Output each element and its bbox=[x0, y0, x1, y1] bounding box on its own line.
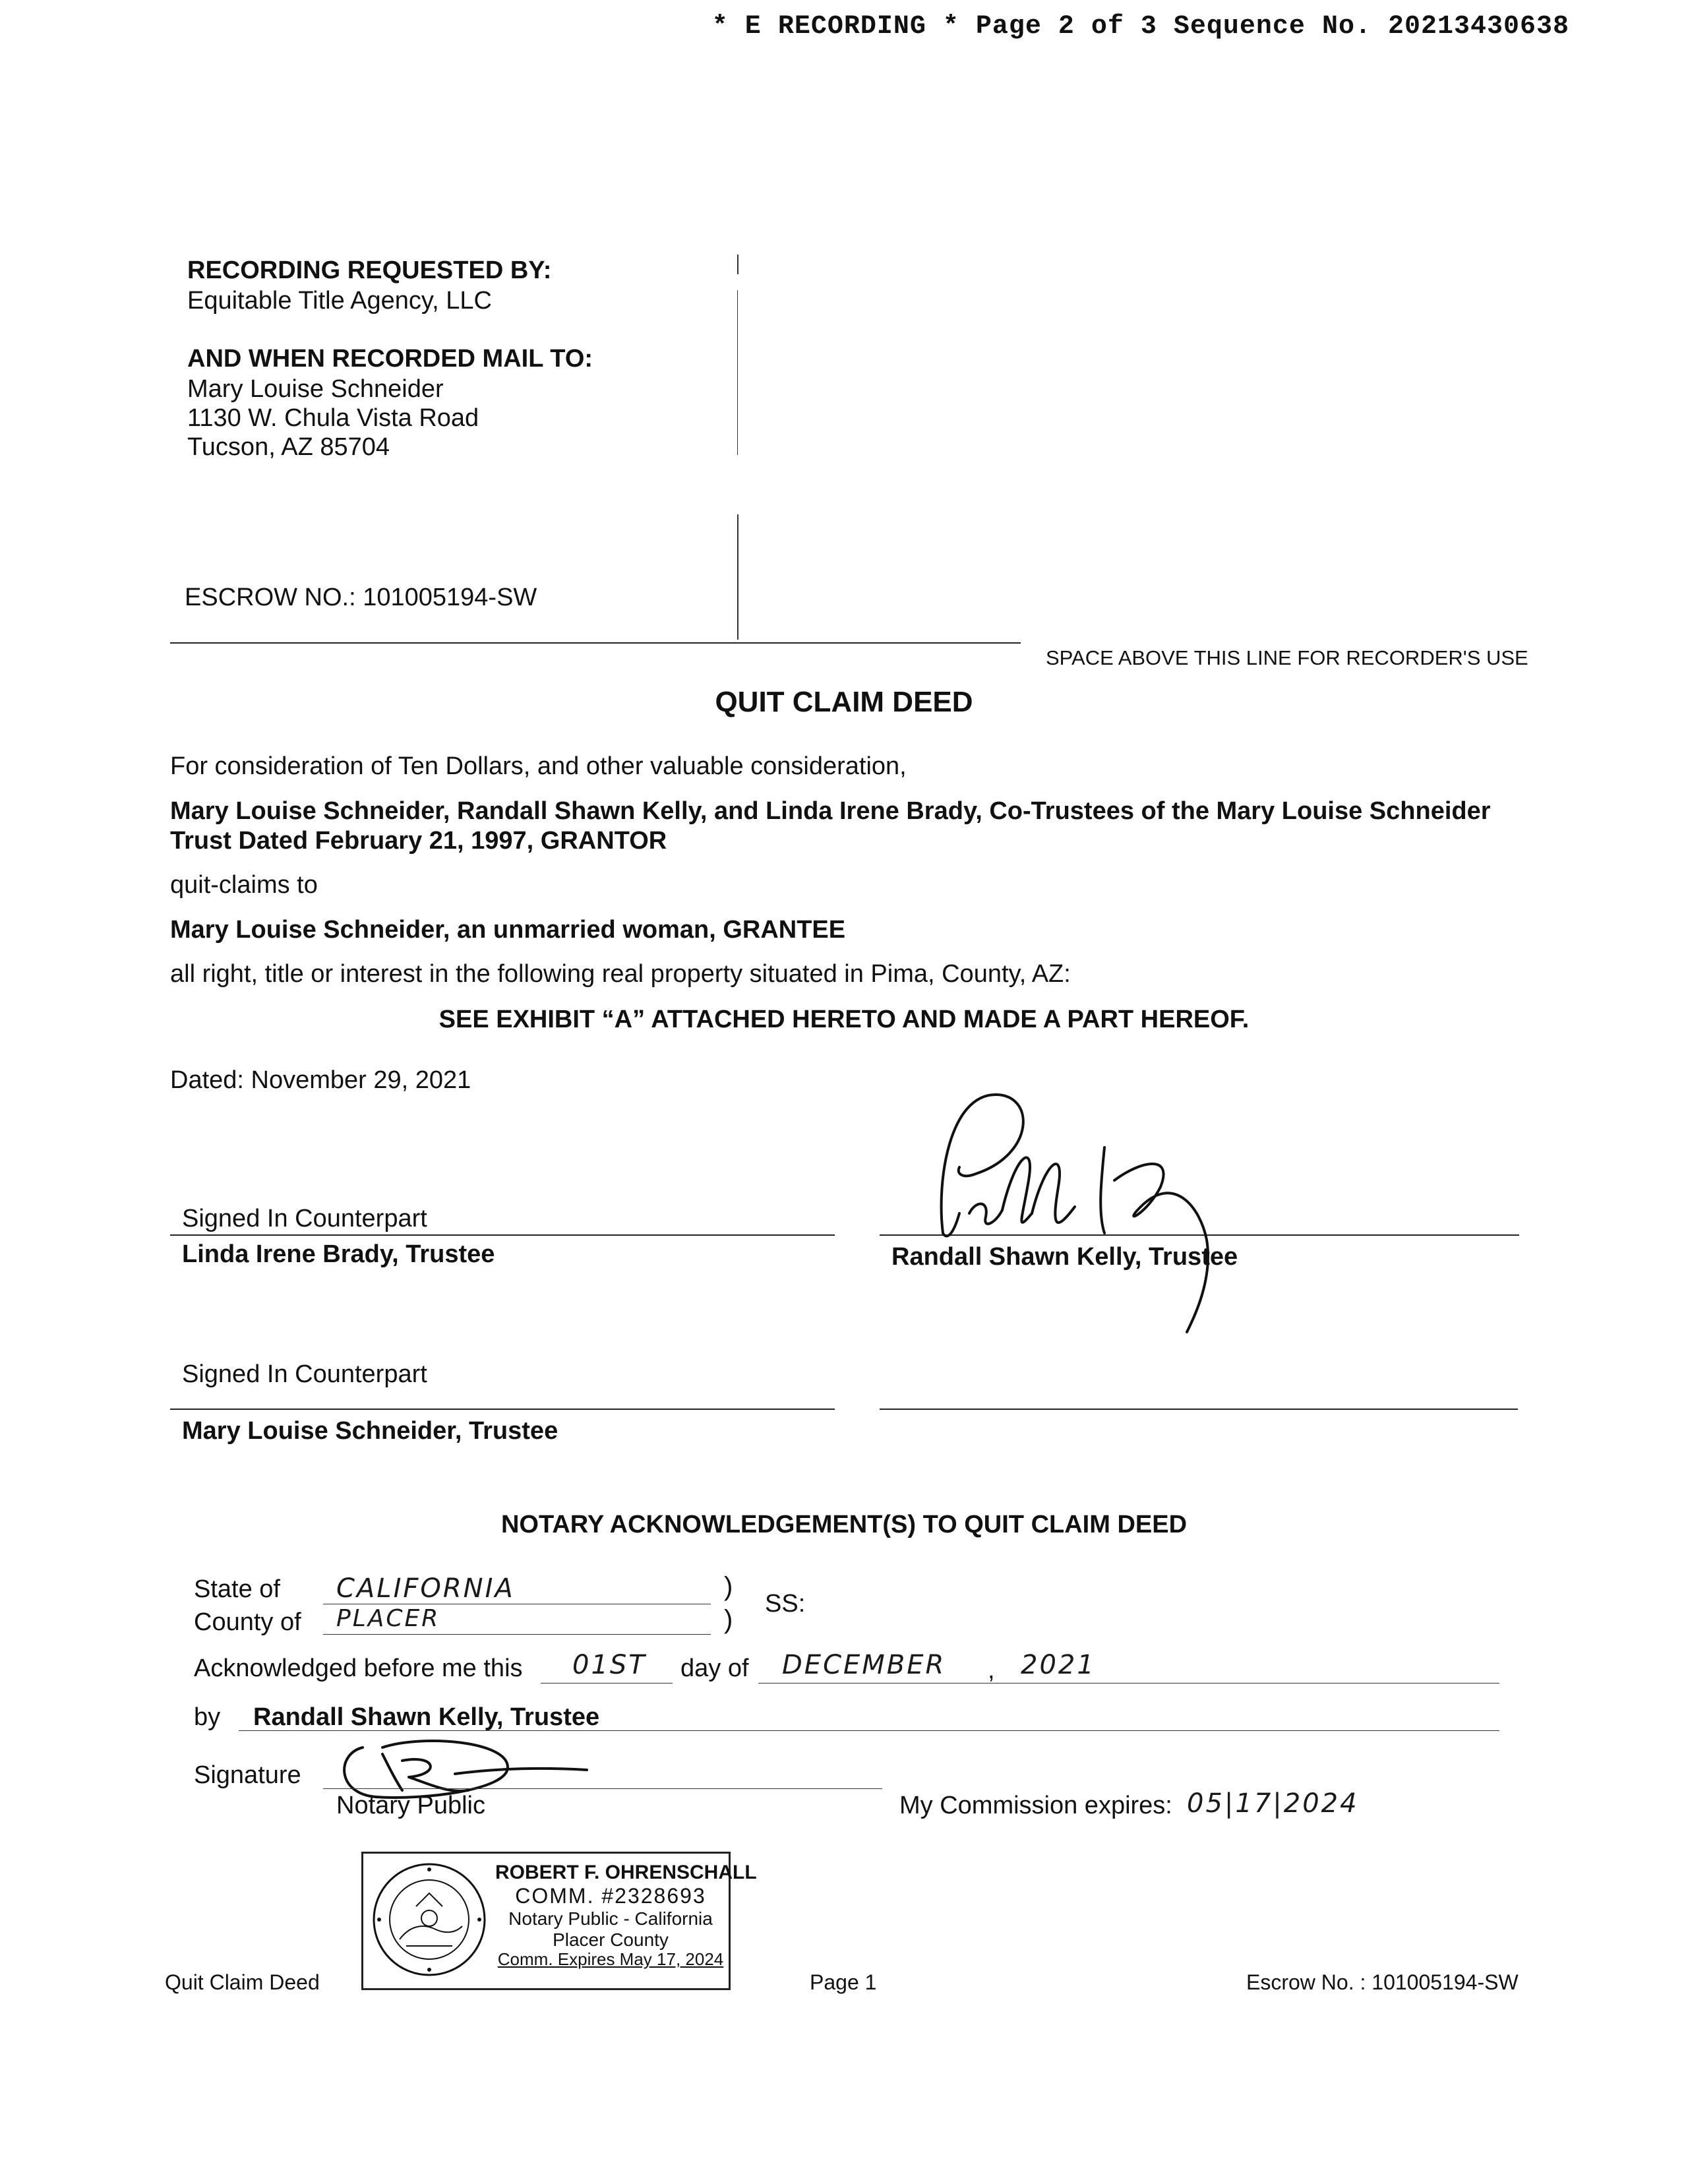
mail-to-label: AND WHEN RECORDED MAIL TO: bbox=[187, 345, 593, 373]
county-label: County of bbox=[194, 1608, 301, 1636]
stamp-commission: COMM. #2328693 bbox=[515, 1884, 706, 1908]
ack-day-value: 01ST bbox=[572, 1650, 647, 1680]
signer-kelly: Randall Shawn Kelly, Trustee bbox=[891, 1243, 1238, 1271]
signature-label: Signature bbox=[194, 1761, 301, 1789]
grantor-line-1: Mary Louise Schneider, Randall Shawn Kelly, and Linda Irene Brady, Co-Trustees of the Mary Louise Schneider bbox=[170, 797, 1491, 825]
escrow-number: ESCROW NO.: 101005194-SW bbox=[185, 584, 537, 611]
stamp-name: ROBERT F. OHRENSCHALL bbox=[495, 1862, 757, 1883]
grantee-text: Mary Louise Schneider, an unmarried woman, GRANTEE bbox=[170, 916, 846, 944]
dated-text: Dated: November 29, 2021 bbox=[170, 1066, 471, 1094]
stamp-expires: Comm. Expires May 17, 2024 bbox=[497, 1949, 724, 1970]
notary-public-label: Notary Public bbox=[336, 1792, 485, 1819]
by-value: Randall Shawn Kelly, Trustee bbox=[253, 1703, 600, 1731]
signature-line-blank bbox=[880, 1409, 1518, 1410]
state-value: CALIFORNIA bbox=[336, 1573, 515, 1604]
notary-signature-line bbox=[323, 1788, 882, 1789]
mail-to-name: Mary Louise Schneider bbox=[187, 375, 444, 403]
exhibit-text: SEE EXHIBIT “A” ATTACHED HERETO AND MADE A PART HEREOF. bbox=[438, 1006, 1250, 1033]
requested-by-label: RECORDING REQUESTED BY: bbox=[187, 257, 552, 284]
recorder-box-divider-lower bbox=[737, 514, 738, 640]
ack-year-value: 2021 bbox=[1021, 1650, 1096, 1680]
recorder-box-divider-faint bbox=[737, 290, 738, 455]
notary-title: NOTARY ACKNOWLEDGEMENT(S) TO QUIT CLAIM DEED bbox=[500, 1511, 1188, 1538]
county-line bbox=[323, 1634, 711, 1635]
mail-to-street: 1130 W. Chula Vista Road bbox=[187, 404, 479, 432]
california-seal-image bbox=[370, 1860, 489, 1979]
footer-right: Escrow No. : 101005194-SW bbox=[1246, 1970, 1519, 1994]
state-bracket: ) bbox=[724, 1572, 733, 1601]
state-label: State of bbox=[194, 1575, 280, 1603]
property-text: all right, title or interest in the following real property situated in Pima, County, AZ: bbox=[170, 960, 1071, 988]
county-bracket: ) bbox=[724, 1605, 733, 1634]
stamp-county: Placer County bbox=[553, 1929, 669, 1950]
mail-to-city: Tucson, AZ 85704 bbox=[187, 433, 390, 461]
deed-title: QUIT CLAIM DEED bbox=[715, 686, 973, 718]
ack-day-line bbox=[541, 1683, 673, 1684]
recorder-box-divider bbox=[737, 255, 738, 274]
by-label: by bbox=[194, 1703, 221, 1731]
grantor-line-2: Trust Dated February 21, 1997, GRANTOR bbox=[170, 827, 667, 855]
footer-left: Quit Claim Deed bbox=[165, 1970, 320, 1994]
signer-schneider: Mary Louise Schneider, Trustee bbox=[182, 1417, 558, 1445]
ss-label: SS: bbox=[765, 1590, 806, 1618]
ack-month-value: DECEMBER bbox=[782, 1650, 946, 1680]
quit-claims-text: quit-claims to bbox=[170, 871, 318, 899]
recorder-space-line bbox=[170, 642, 1021, 644]
signature-line-schneider bbox=[170, 1409, 835, 1410]
counterpart-note-2: Signed In Counterpart bbox=[182, 1360, 427, 1388]
signature-line-brady bbox=[170, 1234, 835, 1236]
consideration-text: For consideration of Ten Dollars, and other valuable consideration, bbox=[170, 752, 907, 780]
commission-value: 05|17|2024 bbox=[1187, 1788, 1359, 1819]
day-of-label: day of bbox=[680, 1654, 749, 1682]
requested-by-value: Equitable Title Agency, LLC bbox=[187, 287, 492, 315]
stamp-title: Notary Public - California bbox=[508, 1908, 713, 1929]
recorder-use-note: SPACE ABOVE THIS LINE FOR RECORDER'S USE bbox=[1046, 646, 1528, 669]
county-value: PLACER bbox=[336, 1605, 440, 1632]
notary-stamp bbox=[361, 1852, 757, 1990]
ack-comma: , bbox=[988, 1656, 995, 1684]
footer-page: Page 1 bbox=[810, 1970, 877, 1994]
ack-date-line bbox=[758, 1683, 1499, 1684]
signer-brady: Linda Irene Brady, Trustee bbox=[182, 1240, 495, 1268]
commission-label: My Commission expires: bbox=[899, 1792, 1172, 1819]
kelly-signature-image bbox=[923, 1081, 1240, 1345]
recording-header: * E RECORDING * Page 2 of 3 Sequence No. 20213430638 bbox=[711, 12, 1569, 42]
acknowledged-label: Acknowledged before me this bbox=[194, 1654, 523, 1682]
counterpart-note-1: Signed In Counterpart bbox=[182, 1205, 427, 1232]
